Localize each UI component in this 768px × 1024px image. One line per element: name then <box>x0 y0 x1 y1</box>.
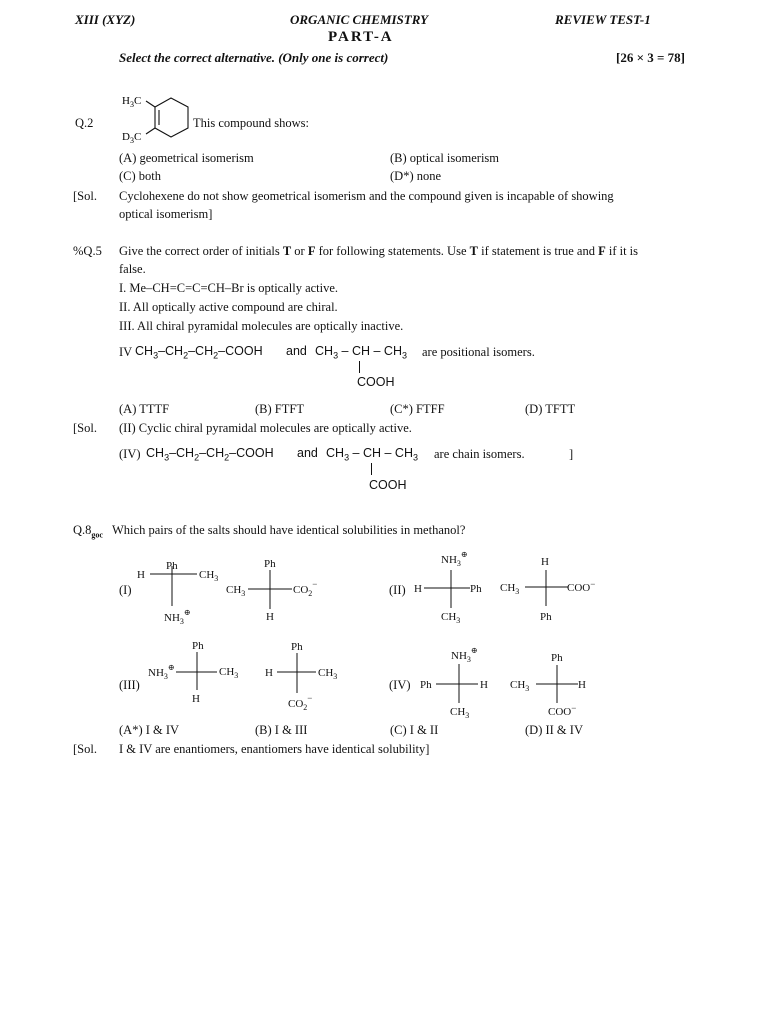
q5-statement-3: III. All chiral pyramidal molecules are optically inactive. <box>119 319 404 333</box>
q5-option-b: (B) FTFT <box>255 402 304 416</box>
i-left-left: H <box>137 569 145 581</box>
q5-number: %Q.5 <box>73 244 102 258</box>
ii-right-right: COO− <box>567 579 596 594</box>
ii-right-top: H <box>541 556 549 568</box>
q5-option-d: (D) TFTT <box>525 402 576 416</box>
q2-option-a: (A) geometrical isomerism <box>119 151 254 165</box>
q5-option-a: (A) TTTF <box>119 402 170 416</box>
iv-left-top: $NH_3^\oplus$ <box>451 646 478 664</box>
q5-formula-branched: $CH_3$ – CH – $CH_3$ <box>315 344 407 361</box>
q5-sol-iv-prefix: (IV) <box>119 447 141 461</box>
q5-sol-formula-branched: $CH_3$ – CH – $CH_3$ <box>326 446 418 463</box>
q8-number: $Q.8_{goc}$ <box>73 523 103 540</box>
q8-pair-i: (I) <box>119 583 132 597</box>
ii-left-left: H <box>414 583 422 595</box>
q8-option-a: (A*) I & IV <box>119 723 180 737</box>
q5-sol-line1: (II) Cyclic chiral pyramidal molecules are optically active. <box>119 421 412 435</box>
q5-cooh: COOH <box>357 375 395 389</box>
q2-sol-line2: optical isomerism] <box>119 207 213 221</box>
q2-label-h3c: $H_3C$ <box>122 95 142 109</box>
ii-right-left: $CH_3$ <box>500 582 520 596</box>
q5-statement-2: II. All optically active compound are chiral. <box>119 300 338 314</box>
q8-option-d: (D) II & IV <box>525 723 583 737</box>
i-right-top: Ph <box>264 558 276 570</box>
q8-option-b: (B) I & III <box>255 723 308 737</box>
iii-left-bottom: H <box>192 693 200 705</box>
q5-sol-cooh: COOH <box>369 478 407 492</box>
q2-sol-tag: [Sol. <box>73 189 97 203</box>
q5-stem: Give the correct order of initials T or F for following statements. Use T if statement is true and F if it is <box>119 244 639 258</box>
q5-branch-bond <box>359 361 360 373</box>
h3c-bond <box>146 101 155 107</box>
q5-and: and <box>286 344 307 358</box>
iii-right-bottom: $CO_2^-$ <box>288 693 313 712</box>
iii-left-right: $CH_3$ <box>219 666 239 680</box>
iv-left-right: H <box>480 679 488 691</box>
q2-option-c: (C) both <box>119 169 162 183</box>
i-left-bottom: $NH_3^\oplus$ <box>164 608 191 626</box>
q5-sol-formula-butanoic: $CH_3-CH_2-CH_2$–COOH <box>146 446 274 463</box>
iv-right-top: Ph <box>551 652 563 664</box>
d3c-bond <box>146 128 155 134</box>
q5-sol-branch-bond <box>371 463 372 475</box>
q5-stem-line2: false. <box>119 262 146 276</box>
part-title: PART-A <box>328 29 394 45</box>
q8-stem: Which pairs of the salts should have identical solubilities in methanol? <box>112 523 466 537</box>
q8-pair-ii: (II) <box>389 583 406 597</box>
iii-left-left: $NH_3^\oplus$ <box>148 663 175 681</box>
q5-sol-and: and <box>297 446 318 460</box>
q8-option-c: (C) I & II <box>390 723 439 737</box>
iv-right-left: $CH_3$ <box>510 679 530 693</box>
i-right-left: $CH_3$ <box>226 584 246 598</box>
q2-stem: This compound shows: <box>193 116 309 130</box>
iv-right-bottom: COO− <box>548 703 577 718</box>
q2-option-d: (D*) none <box>390 169 442 183</box>
q5-sol-tag: [Sol. <box>73 421 97 435</box>
i-left-top: Ph <box>166 560 178 572</box>
q2-number: Q.2 <box>75 116 94 130</box>
q2-sol-line1: Cyclohexene do not show geometrical isomerism and the compound given is incapable of showing <box>119 189 614 203</box>
iii-left-top: Ph <box>192 640 204 652</box>
q2-option-b: (B) optical isomerism <box>390 151 500 165</box>
i-left-right: $CH_3$ <box>199 569 219 583</box>
iii-right-left: H <box>265 667 273 679</box>
ii-right-bottom: Ph <box>540 611 552 623</box>
ii-left-right: Ph <box>470 583 482 595</box>
q2-label-d3c: $D_3C$ <box>122 131 142 145</box>
q5-statement-4-prefix: IV <box>119 345 133 359</box>
q8-fischer-projections <box>110 548 630 728</box>
q8-sol-text: I & IV are enantiomers, enantiomers have identical solubility] <box>119 742 430 756</box>
i-right-right: $CO_2^-$ <box>293 579 318 598</box>
iv-left-bottom: $CH_3$ <box>450 706 470 720</box>
q5-sol-close: ] <box>569 447 574 461</box>
iii-right-right: $CH_3$ <box>318 667 338 681</box>
q8-pair-iv: (IV) <box>389 678 411 692</box>
iv-right-right: H <box>578 679 586 691</box>
q5-statement-4-tail: are positional isomers. <box>422 345 535 359</box>
ii-left-top: $NH_3^\oplus$ <box>441 550 468 568</box>
iii-right-top: Ph <box>291 641 303 653</box>
q5-formula-butanoic: $CH_3-CH_2-CH_2$–COOH <box>135 344 263 361</box>
i-right-bottom: H <box>266 611 274 623</box>
ii-left-bottom: $CH_3$ <box>441 611 461 625</box>
header-right: REVIEW TEST-1 <box>555 12 651 27</box>
q8-sol-tag: [Sol. <box>73 742 97 756</box>
q8-pair-iii: (III) <box>119 678 140 692</box>
q5-sol-tail: are chain isomers. <box>434 447 525 461</box>
marks: [26 × 3 = 78] <box>616 50 685 65</box>
q5-option-c: (C*) FTFF <box>390 402 445 416</box>
header-left: XIII (XYZ) <box>75 12 136 27</box>
fischer-labels <box>137 550 595 720</box>
header-center: ORGANIC CHEMISTRY <box>290 12 429 27</box>
iv-left-left: Ph <box>420 679 432 691</box>
q2-structure <box>118 90 198 148</box>
q8-sub: goc <box>91 530 103 540</box>
cyclohexene-ring <box>155 98 188 137</box>
instruction: Select the correct alternative. (Only one is correct) <box>119 50 389 65</box>
q5-statement-1: I. Me–CH=C=C=CH–Br is optically active. <box>119 281 339 295</box>
